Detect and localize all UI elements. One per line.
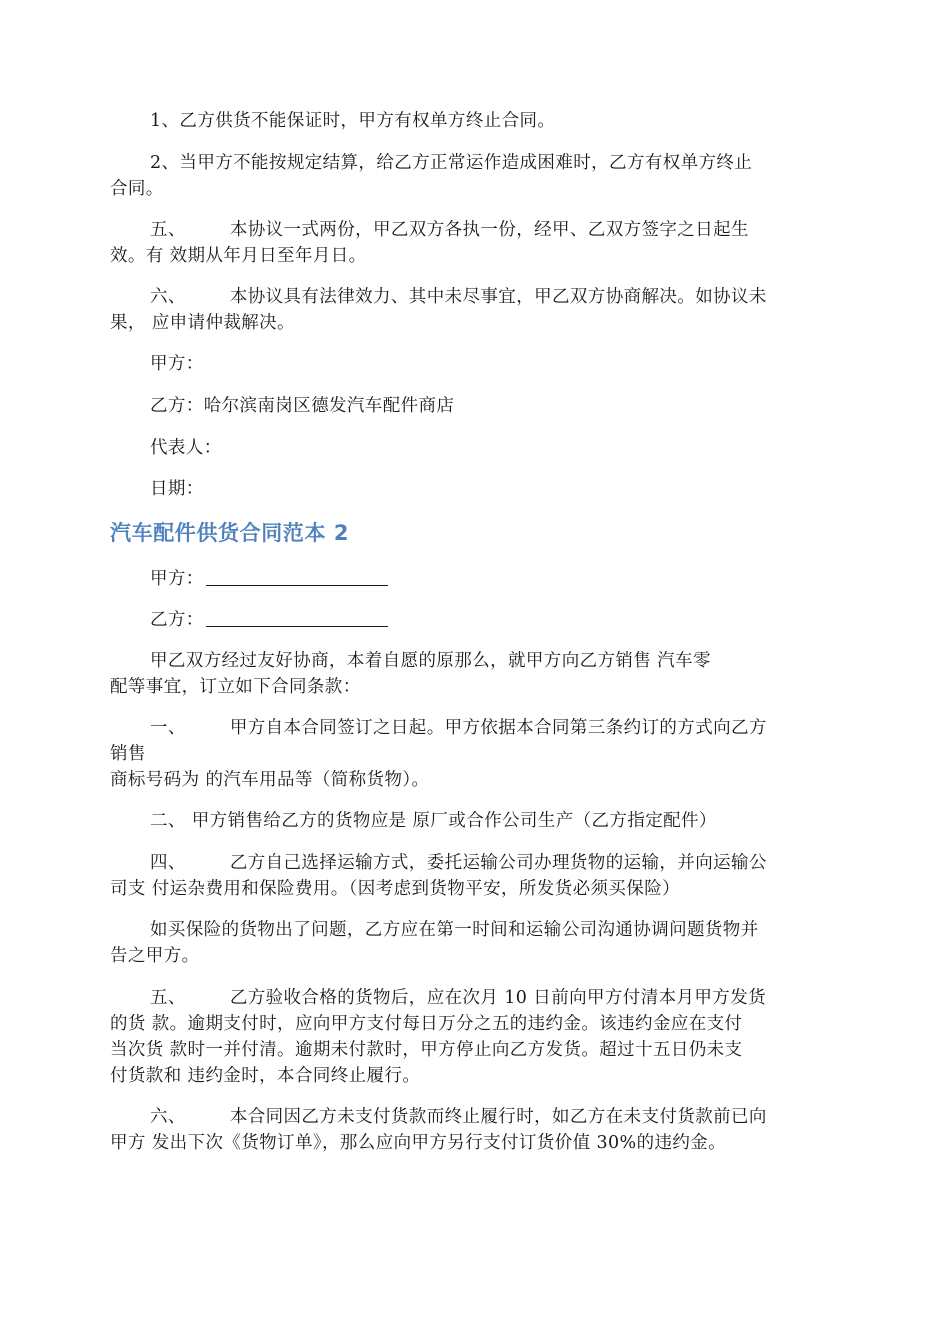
clause-number: 四、 [150,853,186,873]
party-b-label: 乙方： [150,610,204,630]
paragraph-legal-effect [110,284,842,336]
text-line: 如买保险的货物出了问题，乙方应在第一时间和运输公司沟通协调问题货物并 [150,920,759,940]
text-line: 商标号码为 的汽车用品等（简称货物）。 [110,770,430,790]
paragraph-clause-five [110,985,842,1089]
clause-number: 六、 [150,287,186,307]
paragraph-intro [110,648,842,700]
text-line: 甲乙双方经过友好协商，本着自愿的原那么，就甲方向乙方销售 汽车零 [150,651,711,671]
text-line [110,985,842,1011]
paragraph-clause-six [110,1104,842,1156]
clause-text: 本协议一式两份，甲乙双方各执一份，经甲、乙双方签字之日起生 [229,220,749,240]
text-line: 2、当甲方不能按规定结算，给乙方正常运作造成困难时，乙方有权单方终止 [150,153,753,173]
paragraph-insurance [110,917,842,969]
text-line: 二、 甲方销售给乙方的货物应是 原厂或合作公司生产（乙方指定配件） [150,811,717,831]
signature-date [110,476,842,502]
text-line: 甲方： [150,354,204,374]
text-line: 的货 款。逾期支付时，应向甲方支付每日万分之五的违约金。该违约金应在支付 [110,1014,743,1034]
text-line: 代表人： [150,438,222,458]
text-line: 司支 付运杂费用和保险费用。（因考虑到货物平安，所发货必须买保险） [110,879,681,899]
text-line [110,284,842,310]
signature-party-a [110,351,842,377]
paragraph-clause-two [110,808,842,834]
text-line: 果， 应申请仲裁解决。 [110,313,295,333]
text-line: 日期： [150,479,204,499]
text-line: 销售 [110,744,146,764]
clause-number: 一、 [150,718,186,738]
clause-text: 甲方自本合同签订之日起。甲方依据本合同第三条约订的方式向乙方 [229,718,767,738]
text-line [110,850,842,876]
text-line [110,715,842,741]
text-line: 当次货 款时一并付清。逾期未付款时，甲方停止向乙方发货。超过十五日仍未支 [110,1040,743,1060]
text-line: 配等事宜，订立如下合同条款： [110,677,361,697]
party-a-label: 甲方： [150,569,204,589]
text-line [110,566,842,592]
text-line [110,1104,842,1130]
clause-number: 五、 [150,220,186,240]
section-title: 汽车配件供货合同范本 2 [110,521,350,545]
text-line: 效。有 效期从年月日至年月日。 [110,246,367,266]
clause-number: 六、 [150,1107,186,1127]
paragraph-agreement-copies [110,217,842,269]
paragraph-clause-1 [110,108,842,134]
text-line [110,607,842,633]
party-a-field [110,566,842,592]
clause-number: 五、 [150,988,186,1008]
paragraph-clause-four [110,850,842,902]
clause-text: 本协议具有法律效力、其中未尽事宜，甲乙双方协商解决。如协议未 [229,287,767,307]
clause-text: 乙方自己选择运输方式，委托运输公司办理货物的运输，并向运输公 [229,853,767,873]
text-line: 甲方 发出下次《货物订单》，那么应向甲方另行支付订货价值 30%的违约金。 [110,1133,727,1153]
signature-party-b [110,393,842,419]
text-line: 付货款和 违约金时，本合同终止履行。 [110,1066,421,1086]
text-line: 1、乙方供货不能保证时，甲方有权单方终止合同。 [150,111,556,131]
clause-text: 乙方验收合格的货物后，应在次月 10 日前向甲方付清本月甲方发货 [229,988,767,1008]
paragraph-clause-one [110,715,842,793]
text-line: 合同。 [110,179,164,199]
text-line: 乙方：哈尔滨南岗区德发汽车配件商店 [150,396,455,416]
text-line: 告之甲方。 [110,946,200,966]
signature-representative [110,435,842,461]
clause-text: 本合同因乙方未支付货款而终止履行时，如乙方在未支付货款前已向 [229,1107,767,1127]
party-b-field [110,607,842,633]
party-b-blank-line [206,608,388,627]
party-a-blank-line [206,567,388,586]
paragraph-clause-2 [110,150,842,202]
text-line [110,217,842,243]
